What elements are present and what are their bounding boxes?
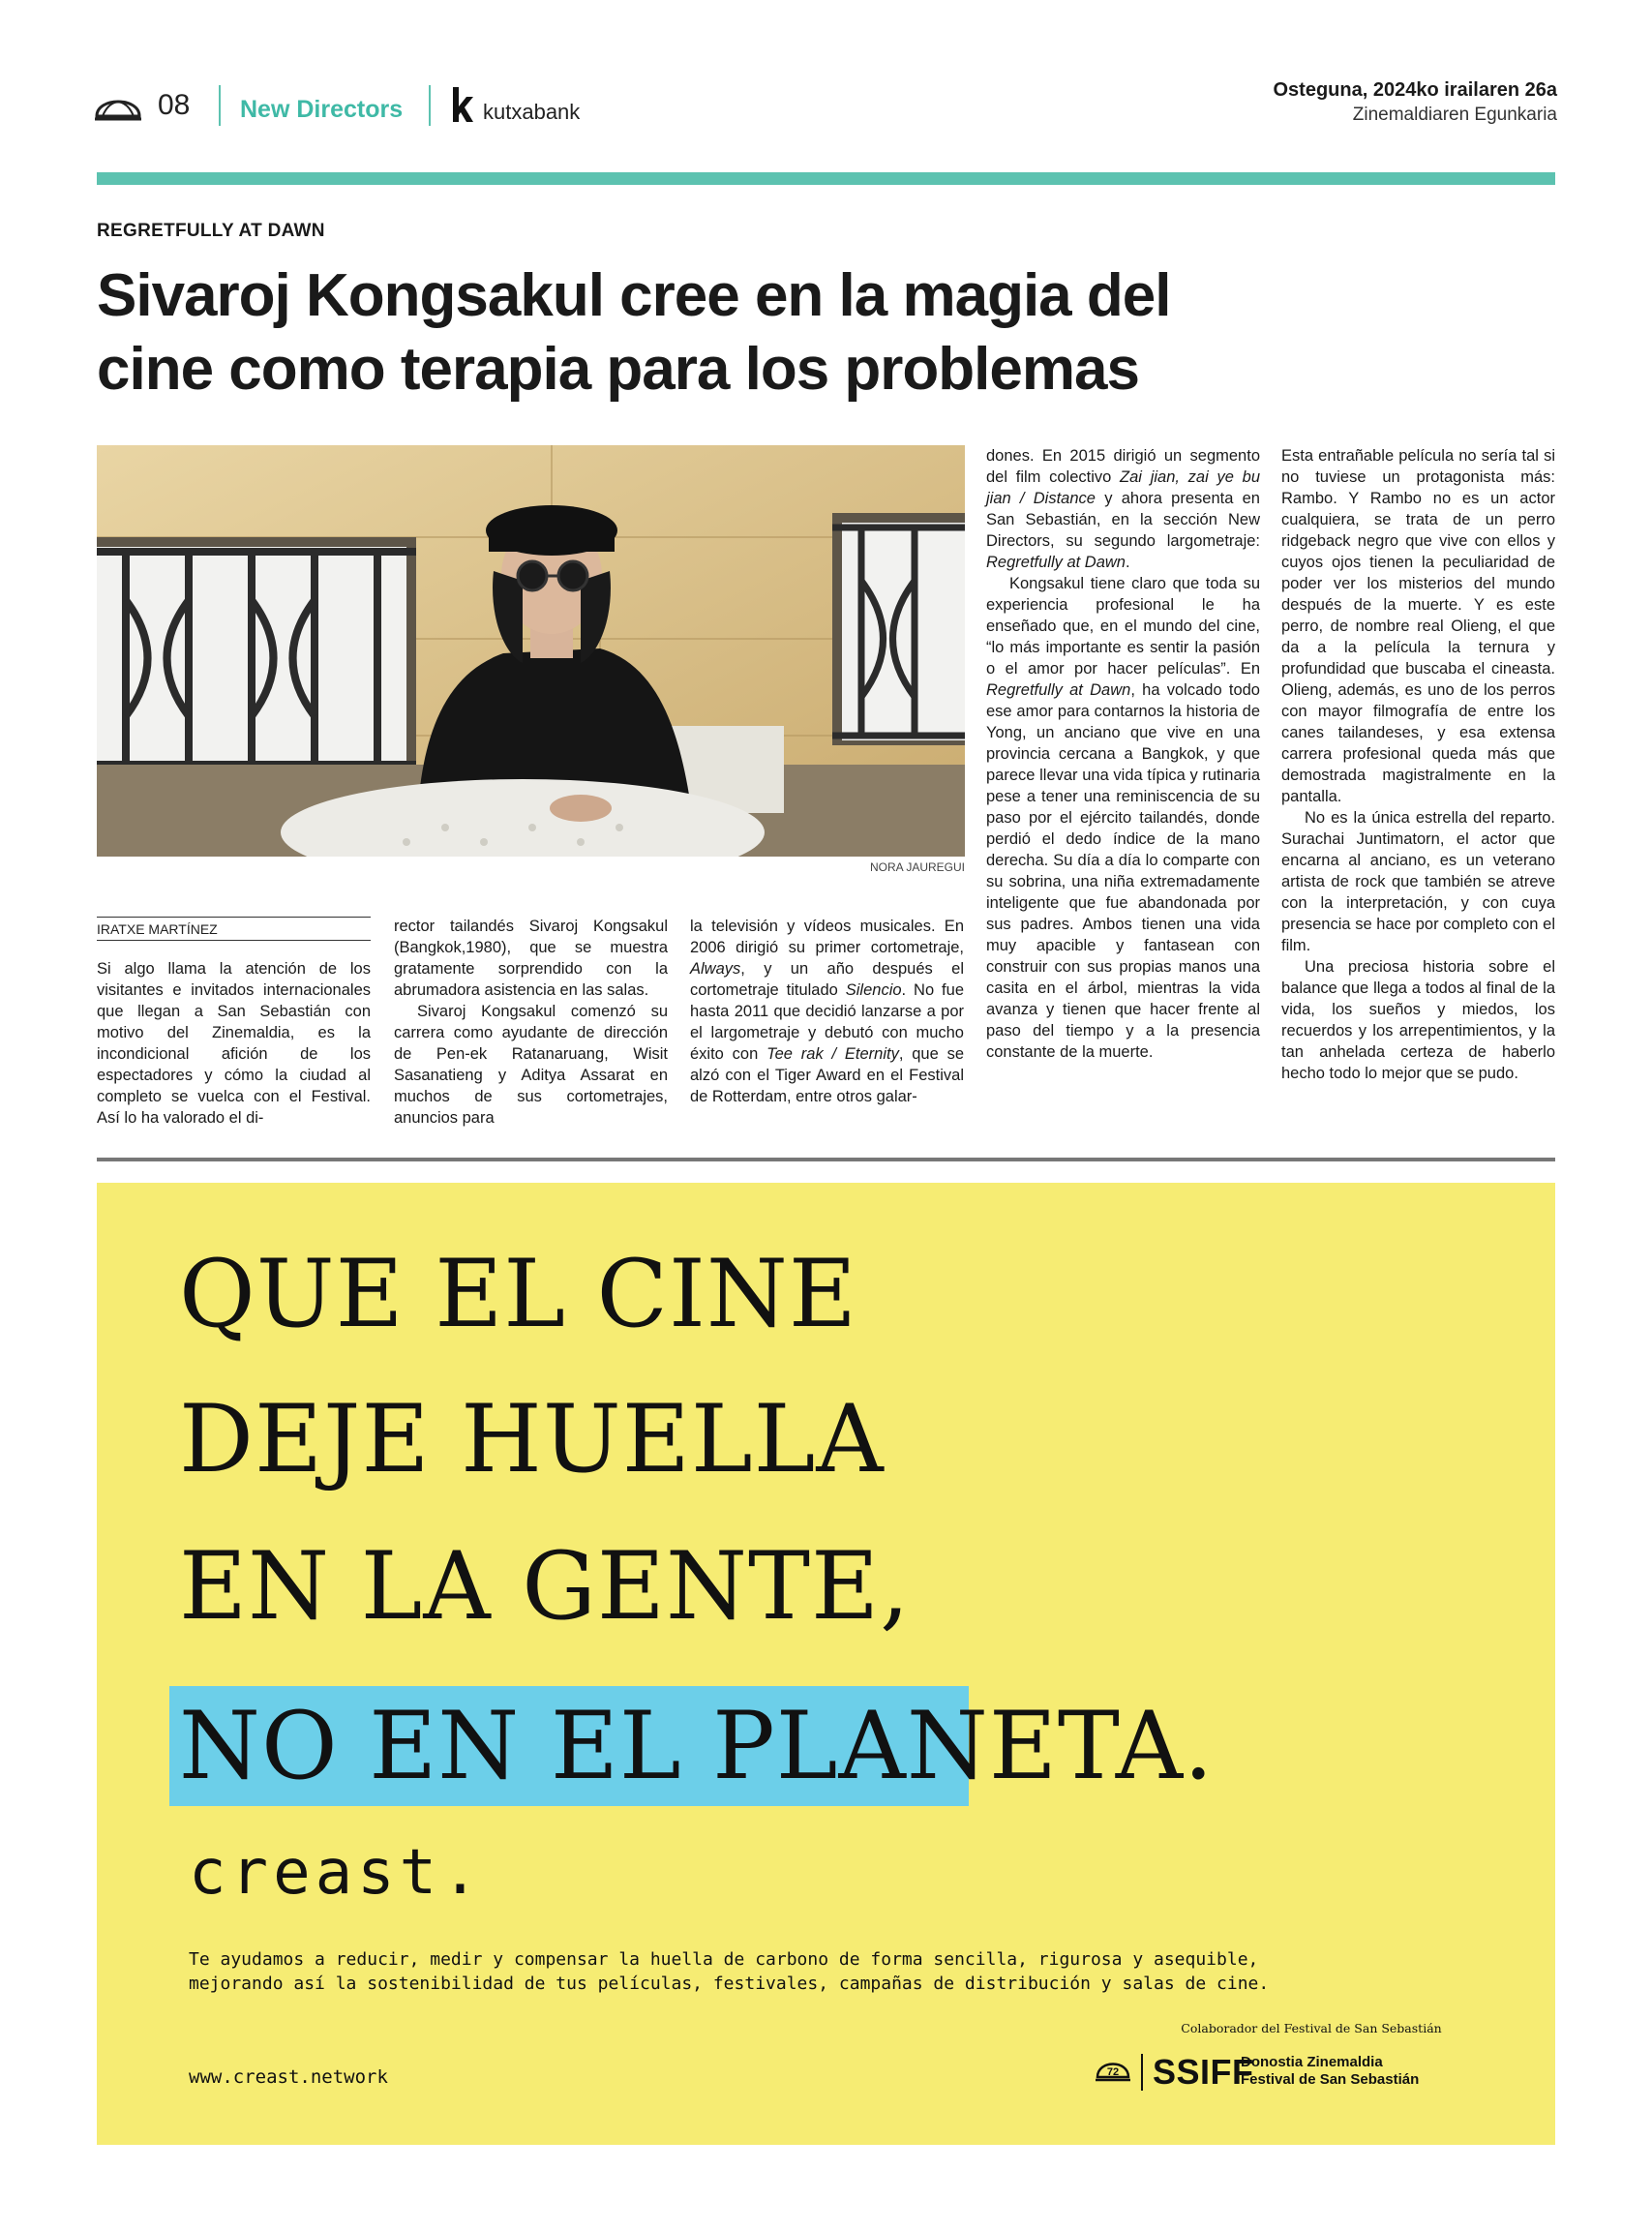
- festival-collaborator-note: Colaborador del Festival de San Sebastián: [1181, 2021, 1442, 2035]
- ad-slogan-line: QUE EL CINE: [179, 1240, 857, 1348]
- headline-line: cine como terapia para los problemas: [97, 336, 1139, 403]
- headline-line: Sivaroj Kongsakul cree en la magia del: [97, 262, 1171, 329]
- article-column-1: [97, 958, 371, 1129]
- header-divider: [429, 85, 431, 126]
- ad-url[interactable]: www.creast.network: [189, 2066, 388, 2088]
- issue-date: Osteguna, 2024ko irailaren 26a: [1273, 79, 1557, 101]
- section-name: New Directors: [240, 96, 404, 123]
- article-column-2: [394, 916, 668, 1129]
- ssiff-edition-badge: 72: [1106, 2066, 1120, 2078]
- paper-name: Zinemaldiaren Egunkaria: [1352, 105, 1557, 125]
- ad-slogan-line: EN LA GENTE,: [179, 1532, 911, 1641]
- paragraph: Sivaroj Kongsakul comenzó su carrera como ayudante de dirección de Pen-ek Ratanaruang, Wisit Sasanatieng y Aditya Assarat en muchos de sus cortometrajes, anuncios para: [394, 1003, 668, 1127]
- ssiff-shell-icon: [1094, 2052, 1132, 2091]
- ssiff-subtitle-line: Festival de San Sebastián: [1241, 2071, 1420, 2088]
- paragraph: No es la única estrella del reparto. Surachai Juntimatorn, el actor que encarna al anciano, es un veterano artista de rock que también se atreve con la interpretación, y con cuya presencia se hace por completo con el film.: [1281, 809, 1555, 954]
- header-divider: [219, 85, 221, 126]
- header-rule: [97, 172, 1555, 185]
- director-portrait-illustration: [97, 445, 965, 857]
- page-number: 08: [158, 89, 191, 121]
- paragraph: dones. En 2015 dirigió un segmento del film colectivo Zai jian, zai ye bu jian / Distance y ahora presenta en San Sebastián, en la sección New Directors, su segundo largometraje: Regretfully at Dawn.: [986, 447, 1260, 571]
- paragraph: Kongsakul tiene claro que toda su experiencia profesional le ha enseñado que, en el mundo del cine, “lo más importante es sentir la pasión o el amor por hacer películas”. En Regretfully at Dawn, ha volcado todo ese amor para contarnos la historia de Yong, un anciano que vive en una provincia cercana a Bangkok, y que parece llevar una vida típica y rutinaria pese a tener una reminiscencia de su paso por el ejército tailandés, donde perdió el dedo índice de la mano derecha. Su día a día lo comparte con su sobrina, una niña extremadamente inteligente que fue abandonada por sus padres. Ambos tienen una vida muy apacible y fantasean con construir con sus propias manos una casita en el árbol, mientras la vida avanza y tienen que hacer frente al paso del tiempo y a la presencia constante de la muerte.: [986, 575, 1260, 1061]
- byline-rule: [97, 917, 371, 918]
- article-headline: [97, 259, 1355, 407]
- paragraph: rector tailandés Sivaroj Kongsakul (Bangkok,1980), que se muestra gratamente sorprendido con la abrumadora asistencia en las salas.: [394, 918, 668, 999]
- ad-description: [189, 1947, 1476, 1996]
- paragraph: Si algo llama la atención de los visitantes e invitados internacionales que llegan a San Sebastián con motivo del Zinemaldia, es la incondicional afición de los espectadores y cómo la ciudad al completo se vuelca con el Festival. Así lo ha valorado el di-: [97, 960, 371, 1127]
- creast-logo: creast.: [189, 1837, 484, 1909]
- shell-logo-icon: [93, 87, 143, 126]
- ad-slogan-line: DEJE HUELLA: [179, 1385, 885, 1493]
- ad-slogan-line-highlighted: NO EN EL PLANETA.: [179, 1692, 1215, 1800]
- article-photo: [97, 445, 965, 857]
- article-column-4: [986, 445, 1260, 1063]
- ad-description-line: mejorando así la sostenibilidad de tus películas, festivales, campañas de distribución y salas de cine.: [189, 1974, 1270, 1994]
- article-bottom-rule: [97, 1158, 1555, 1161]
- creast-advertisement: [97, 1183, 1555, 2145]
- article-kicker: REGRETFULLY AT DAWN: [97, 221, 325, 241]
- photo-credit: NORA JAUREGUI: [869, 860, 965, 874]
- kutxabank-logo-icon: [449, 85, 474, 124]
- byline-rule: [97, 940, 371, 941]
- paragraph: Esta entrañable película no sería tal si no tuviese un protagonista más: Rambo. Y Rambo no es un actor cualquiera, se trata de un perro ridgeback negro que vive con ellos y cuyos ojos tienen la peculiaridad de poder ver los misterios del mundo después de la muerte. Y es este perro, de nombre real Olieng, el que da a la película la ternura y profundidad que buscaba el cineasta. Olieng, además, es uno de los perros con mayor filmografía de entre los canes tailandeses, y esa extensa carrera profesional queda más que demostrada magistralmente en la pantalla.: [1281, 447, 1555, 805]
- paragraph: la televisión y vídeos musicales. En 2006 dirigió su primer cortometraje, Always, y un año después el cortometraje titulado Silencio. No fue hasta 2011 que decidió lanzarse a por el largometraje y debutó con mucho éxito con Tee rak / Eternity, que se alzó con el Tiger Award en el Festival de Rotterdam, entre otros galar-: [690, 918, 964, 1105]
- ad-description-line: Te ayudamos a reducir, medir y compensar la huella de carbono de forma sencilla, rigurosa y asequible,: [189, 1949, 1259, 1970]
- paragraph: Una preciosa historia sobre el balance que llega a todos al final de la vida, los sueños y miedos, los recuerdos y los arrepentimientos, y la tan anhelada certeza de haberlo hecho todo lo mejor que se pudo.: [1281, 958, 1555, 1082]
- ssiff-logo-text: SSIFF: [1153, 2052, 1254, 2092]
- article-column-5: [1281, 445, 1555, 1084]
- ssiff-subtitle: [1241, 2054, 1419, 2089]
- article-column-3: [690, 916, 964, 1107]
- ssiff-divider: [1141, 2054, 1143, 2091]
- ssiff-subtitle-line: Donostia Zinemaldia: [1241, 2054, 1383, 2070]
- article-byline: IRATXE MARTÍNEZ: [97, 921, 218, 937]
- sponsor-name: kutxabank: [483, 100, 581, 124]
